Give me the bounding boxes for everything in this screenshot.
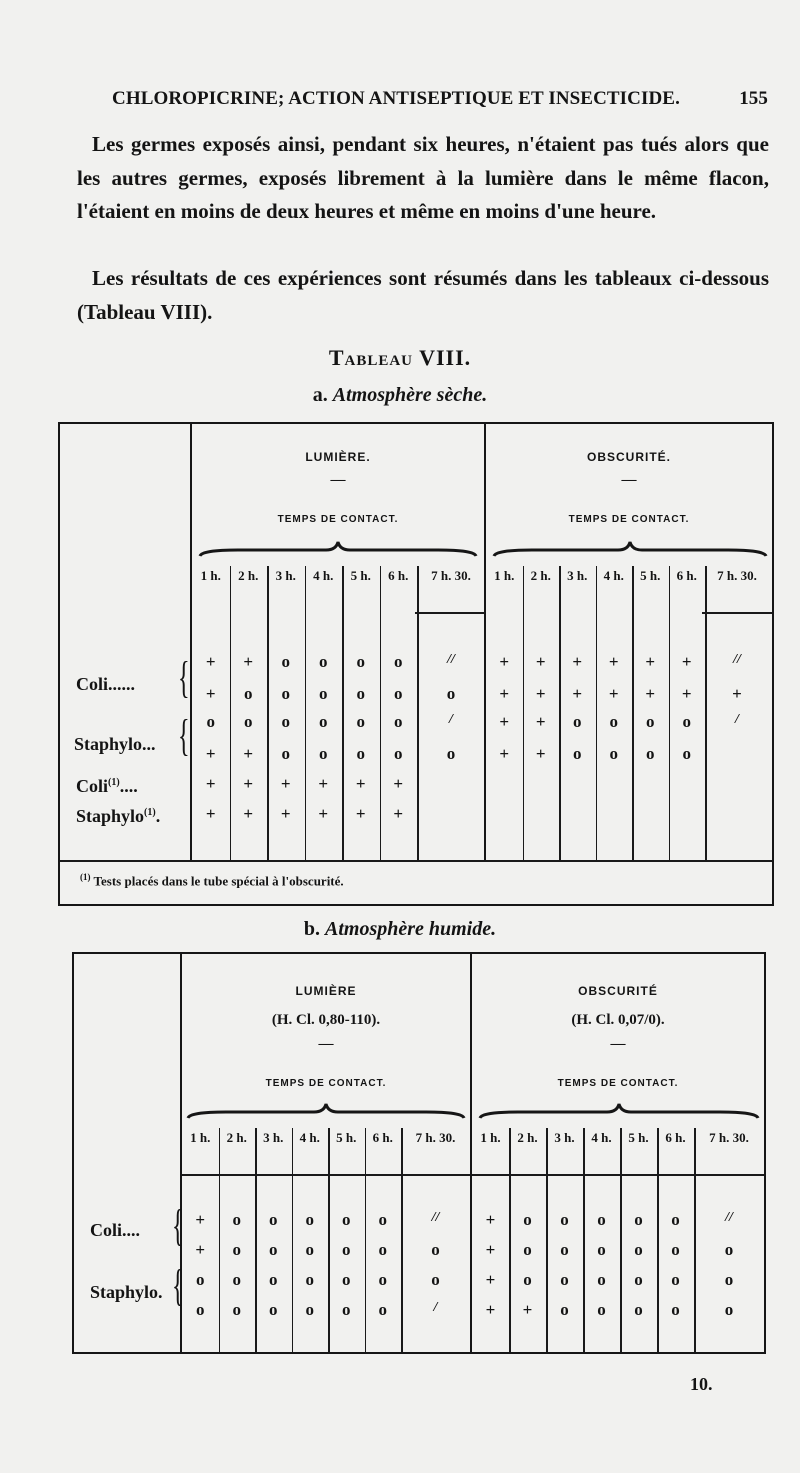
column-rule-light-1: [219, 1128, 221, 1352]
light-dash: —: [318, 1036, 334, 1052]
light-header: LUMIÈRE.: [305, 450, 371, 464]
cell-light-r3-c1: o: [196, 1270, 205, 1289]
contact-header-light: TEMPS DE CONTACT.: [277, 514, 399, 525]
hour-header-dark-1: 1 h.: [494, 568, 515, 583]
column-rule-dark-1: [523, 566, 525, 862]
hour-header-dark-6: 6 h.: [665, 1130, 686, 1145]
column-rule-dark-3: [583, 1128, 585, 1352]
coli-test-leader: ....: [119, 776, 138, 796]
row-label-coli-test: [76, 776, 138, 797]
contact-brace-dark: [492, 536, 768, 558]
section-b-heading: Atmosphère humide.: [324, 918, 497, 940]
column-rule-light-3: [305, 566, 307, 862]
cell-light-r6-c5: +: [355, 804, 366, 823]
column-rule-dark-2: [559, 566, 561, 862]
column-rule-light-3: [292, 1128, 294, 1352]
cell-light-r3-c6: o: [394, 712, 403, 731]
cell-light-r3-c4: o: [305, 1270, 314, 1289]
cell-light-r5-c4: +: [318, 774, 329, 793]
contact-brace-dark: [478, 1098, 760, 1120]
cell-light-r1-c6: o: [394, 652, 403, 671]
cell-light-r2-c1: +: [205, 684, 216, 703]
column-rule-light-2: [267, 566, 269, 862]
cell-light-r4-c1: +: [205, 744, 216, 763]
cell-light-r4-c1: o: [196, 1300, 205, 1319]
cell-light-r2-c2: o: [232, 1240, 241, 1259]
cell-dark-r3-c5: o: [646, 712, 655, 731]
hour-header-light-6: 6 h.: [372, 1130, 393, 1145]
hour-header-light-6: 6 h.: [388, 568, 409, 583]
cell-light-r3-c5: o: [356, 712, 365, 731]
hour-underline-dark: [472, 1174, 764, 1176]
column-rule-dark-4: [632, 566, 634, 862]
cell-light-r4-c6: o: [394, 744, 403, 763]
row-brace-staphylo: {: [178, 711, 190, 760]
table-dry-atmosphere: [58, 422, 774, 906]
column-rule-dark-4: [620, 1128, 622, 1352]
cell-light-r1-c1: +: [195, 1210, 206, 1229]
cell-light-r2-c5: o: [342, 1240, 351, 1259]
cell-light-r4-c4: o: [305, 1300, 314, 1319]
cell-light-r3-c7: o: [431, 1270, 440, 1289]
cell-dark-r2-c7: +: [732, 684, 742, 703]
cell-light-r2-c6: o: [394, 684, 403, 703]
cell-light-r1-c2: +: [243, 652, 254, 671]
cell-light-r3-c2: o: [232, 1270, 241, 1289]
running-head: [112, 88, 768, 110]
cell-dark-r4-c3: o: [560, 1300, 569, 1319]
cell-light-r4-c7: /: [433, 1300, 438, 1315]
light-header: LUMIÈRE: [295, 984, 357, 998]
cell-dark-r2-c4: +: [608, 684, 619, 703]
hour-header-dark-1: 1 h.: [480, 1130, 501, 1145]
cell-dark-r3-c3: o: [573, 712, 582, 731]
cell-light-r2-c6: o: [378, 1240, 387, 1259]
cell-light-r4-c2: o: [232, 1300, 241, 1319]
hour-header-light-3: 3 h.: [263, 1130, 284, 1145]
hour-header-dark-2: 2 h.: [530, 568, 551, 583]
cell-light-r3-c6: o: [378, 1270, 387, 1289]
dark-concentration: (H. Cl. 0,07/0).: [571, 1012, 665, 1028]
cell-dark-r1-c4: +: [608, 652, 619, 671]
cell-dark-r4-c6: o: [682, 744, 691, 763]
cell-dark-r4-c5: o: [634, 1300, 643, 1319]
row-brace-coli: {: [172, 1201, 184, 1250]
cell-light-r5-c5: +: [355, 774, 366, 793]
cell-dark-r2-c6: o: [671, 1240, 680, 1259]
cell-light-r1-c3: o: [269, 1210, 278, 1229]
cell-light-r4-c2: +: [243, 744, 254, 763]
cell-dark-r1-c3: o: [560, 1210, 569, 1229]
cell-dark-r3-c4: o: [597, 1270, 606, 1289]
dark-dash: —: [610, 1036, 626, 1052]
coli-test-name: Coli: [76, 776, 109, 796]
section-a-label: a.: [312, 384, 328, 406]
hour-header-light-1: 1 h.: [200, 568, 221, 583]
cell-light-r6-c4: +: [318, 804, 329, 823]
hour-header-dark-2: 2 h.: [517, 1130, 538, 1145]
cell-dark-r2-c1: +: [485, 1240, 496, 1259]
cell-dark-r2-c5: +: [645, 684, 656, 703]
contact-header-dark: TEMPS DE CONTACT.: [557, 1078, 679, 1089]
column-rule-dark-5: [657, 1128, 659, 1352]
hour-header-light-3: 3 h.: [275, 568, 296, 583]
contact-header-light: TEMPS DE CONTACT.: [265, 1078, 387, 1089]
section-b-label: b.: [303, 918, 320, 940]
cell-light-r2-c4: o: [319, 684, 328, 703]
footnote-mark: (1): [80, 872, 91, 882]
cell-light-r6-c3: +: [280, 804, 291, 823]
cell-dark-r2-c3: o: [560, 1240, 569, 1259]
staphylo-test-name: Staphylo: [76, 806, 145, 826]
body-paragraph-2: Les résultats de ces expériences sont résumés dans les tableaux ci-dessous (Tableau VIII).: [77, 266, 769, 324]
column-rule-light-4: [342, 566, 344, 862]
cell-light-r3-c3: o: [281, 712, 290, 731]
cell-dark-r3-c2: o: [523, 1270, 532, 1289]
cell-dark-r4-c2: +: [522, 1300, 533, 1319]
cell-dark-r3-c6: o: [671, 1270, 680, 1289]
light-concentration: (H. Cl. 0,80-110).: [271, 1012, 381, 1028]
cell-dark-r1-c1: +: [485, 1210, 496, 1229]
cell-dark-r1-c7: //: [733, 652, 741, 667]
column-rule-dark-2: [546, 1128, 548, 1352]
cell-dark-r3-c7: /: [735, 712, 739, 727]
contact-brace-light: [198, 536, 478, 558]
hour-header-dark-5: 5 h.: [628, 1130, 649, 1145]
row-label-staphylo-test: [76, 806, 160, 827]
body-paragraph-1: Les germes exposés ainsi, pendant six heures, n'étaient pas tués alors que les autres germes, exposés librement à la lumière dans le même flacon, l'étaient en moins de deux heures et même en moins d'une heure.: [77, 132, 769, 223]
hour-header-dark-7: 7 h. 30.: [709, 1130, 749, 1145]
cell-dark-r1-c5: o: [634, 1210, 643, 1229]
cell-dark-r4-c1: +: [485, 1300, 496, 1319]
column-rule-light-6: [417, 566, 419, 862]
cell-light-r3-c5: o: [342, 1270, 351, 1289]
dark-dash: —: [621, 472, 637, 488]
cell-light-r1-c3: o: [281, 652, 290, 671]
cell-light-r6-c2: +: [243, 804, 254, 823]
hour-header-light-7: 7 h. 30.: [415, 1130, 456, 1145]
hour-header-dark-4: 4 h.: [603, 568, 624, 583]
light-dark-divider: [484, 424, 486, 862]
cell-dark-r1-c1: +: [499, 652, 510, 671]
row-label-coli: Coli....: [90, 1220, 141, 1240]
cell-light-r2-c7: o: [446, 684, 456, 703]
cell-light-r2-c4: o: [305, 1240, 314, 1259]
footnote-mark-staphylo: (1): [144, 807, 156, 818]
cell-light-r6-c1: +: [205, 804, 216, 823]
cell-dark-r3-c4: o: [609, 712, 618, 731]
cell-light-r1-c6: o: [378, 1210, 387, 1229]
dark-header: OBSCURITÉ.: [586, 450, 671, 464]
cell-dark-r2-c2: o: [523, 1240, 532, 1259]
column-rule-dark-6: [705, 566, 707, 862]
cell-light-r3-c1: o: [206, 712, 215, 731]
cell-light-r2-c3: o: [269, 1240, 278, 1259]
cell-light-r2-c5: o: [356, 684, 365, 703]
hour-header-light-2: 2 h.: [238, 568, 259, 583]
signature-mark: 10.: [690, 1374, 713, 1394]
hour-underline-dark: [702, 612, 772, 614]
cell-light-r2-c1: +: [195, 1240, 206, 1259]
row-label-staphylo: Staphylo.: [90, 1282, 163, 1302]
cell-light-r4-c3: o: [269, 1300, 278, 1319]
page-number: 155: [739, 88, 768, 109]
row-brace-staphylo: {: [172, 1261, 184, 1310]
column-rule-light-5: [380, 566, 382, 862]
cell-light-r4-c5: o: [356, 744, 365, 763]
hour-header-dark-6: 6 h.: [676, 568, 697, 583]
hour-header-light-5: 5 h.: [350, 568, 371, 583]
cell-dark-r2-c1: +: [499, 684, 510, 703]
hour-header-light-1: 1 h.: [190, 1130, 211, 1145]
hour-header-light-4: 4 h.: [299, 1130, 320, 1145]
cell-light-r1-c7: //: [431, 1210, 440, 1225]
hour-header-dark-3: 3 h.: [567, 568, 588, 583]
cell-dark-r4-c7: o: [724, 1300, 734, 1319]
row-brace-coli: {: [178, 653, 190, 702]
cell-dark-r1-c2: +: [535, 652, 546, 671]
column-rule-light-4: [328, 1128, 330, 1352]
footnote-rule: [60, 860, 772, 862]
cell-light-r3-c7: /: [449, 712, 453, 727]
cell-light-r1-c5: o: [342, 1210, 351, 1229]
contact-brace-light: [186, 1098, 466, 1120]
contact-header-dark: TEMPS DE CONTACT.: [568, 514, 690, 525]
cell-light-r5-c2: +: [243, 774, 254, 793]
cell-dark-r4-c4: o: [597, 1300, 606, 1319]
cell-dark-r1-c6: +: [681, 652, 692, 671]
cell-dark-r2-c4: o: [597, 1240, 606, 1259]
cell-light-r3-c3: o: [269, 1270, 278, 1289]
cell-light-r3-c4: o: [319, 712, 328, 731]
cell-light-r5-c3: +: [280, 774, 291, 793]
running-title: CHLOROPICRINE; ACTION ANTISEPTIQUE ET INSECTICIDE.: [112, 88, 680, 109]
cell-dark-r1-c2: o: [523, 1210, 532, 1229]
cell-dark-r4-c4: o: [609, 744, 618, 763]
cell-dark-r3-c7: o: [724, 1270, 734, 1289]
cell-dark-r4-c3: o: [573, 744, 582, 763]
column-rule-light-6: [401, 1128, 403, 1352]
column-rule-light-1: [230, 566, 232, 862]
column-rule-dark-3: [596, 566, 598, 862]
cell-light-r6-c6: +: [393, 804, 404, 823]
cell-dark-r3-c3: o: [560, 1270, 569, 1289]
cell-dark-r3-c2: +: [535, 712, 546, 731]
column-rule-light-5: [365, 1128, 367, 1352]
section-a-heading: Atmosphère sèche.: [332, 384, 488, 406]
cell-dark-r2-c5: o: [634, 1240, 643, 1259]
hour-header-light-5: 5 h.: [336, 1130, 357, 1145]
cell-light-r1-c5: o: [356, 652, 365, 671]
hour-header-dark-7: 7 h. 30.: [717, 568, 757, 583]
cell-dark-r4-c1: +: [499, 744, 510, 763]
cell-light-r1-c4: o: [319, 652, 328, 671]
cell-dark-r4-c6: o: [671, 1300, 680, 1319]
table-humid-atmosphere: [72, 952, 766, 1354]
hour-header-dark-3: 3 h.: [554, 1130, 575, 1145]
hour-header-dark-4: 4 h.: [591, 1130, 612, 1145]
cell-light-r4-c3: o: [281, 744, 290, 763]
cell-light-r4-c4: o: [319, 744, 328, 763]
table-title: Tableau VIII.: [328, 345, 472, 370]
cell-dark-r4-c5: o: [646, 744, 655, 763]
column-rule-dark-5: [669, 566, 671, 862]
label-column-divider: [190, 424, 192, 862]
section-a-title: [0, 384, 800, 407]
hour-header-light-7: 7 h. 30.: [431, 568, 471, 583]
hour-underline-light: [415, 612, 485, 614]
cell-dark-r1-c3: +: [572, 652, 583, 671]
cell-dark-r2-c3: +: [572, 684, 583, 703]
footnote-mark-coli: (1): [108, 777, 120, 788]
cell-dark-r3-c6: o: [682, 712, 691, 731]
cell-dark-r1-c7: //: [725, 1210, 733, 1225]
light-dash: —: [330, 472, 346, 488]
column-rule-light-2: [255, 1128, 257, 1352]
cell-dark-r1-c5: +: [645, 652, 656, 671]
row-label-staphylo: Staphylo...: [74, 734, 156, 754]
footnote-text: Tests placés dans le tube spécial à l'obscurité.: [93, 873, 344, 889]
cell-light-r5-c1: +: [205, 774, 216, 793]
hour-underline-light: [182, 1174, 470, 1176]
section-b-title: [0, 918, 800, 941]
cell-light-r4-c5: o: [342, 1300, 351, 1319]
dark-header: OBSCURITÉ: [578, 984, 658, 998]
column-rule-dark-6: [694, 1128, 696, 1352]
cell-dark-r4-c2: +: [535, 744, 546, 763]
cell-light-r1-c2: o: [232, 1210, 241, 1229]
staphylo-test-leader: .: [155, 806, 161, 826]
cell-light-r1-c1: +: [205, 652, 216, 671]
cell-light-r1-c4: o: [305, 1210, 314, 1229]
cell-light-r3-c2: o: [244, 712, 253, 731]
hour-header-dark-5: 5 h.: [640, 568, 661, 583]
cell-dark-r2-c7: o: [724, 1240, 734, 1259]
cell-dark-r3-c5: o: [634, 1270, 643, 1289]
cell-light-r2-c7: o: [431, 1240, 440, 1259]
hour-header-light-4: 4 h.: [313, 568, 334, 583]
cell-light-r2-c2: o: [244, 684, 253, 703]
cell-dark-r3-c1: +: [485, 1270, 496, 1289]
table-footnote: [80, 872, 344, 889]
cell-light-r5-c6: +: [393, 774, 404, 793]
cell-dark-r1-c6: o: [671, 1210, 680, 1229]
cell-light-r1-c7: //: [447, 652, 455, 667]
cell-light-r4-c6: o: [378, 1300, 387, 1319]
cell-light-r2-c3: o: [281, 684, 290, 703]
cell-dark-r1-c4: o: [597, 1210, 606, 1229]
cell-dark-r2-c6: +: [681, 684, 692, 703]
cell-light-r4-c7: o: [446, 744, 456, 763]
cell-dark-r3-c1: +: [499, 712, 510, 731]
row-label-coli: Coli......: [76, 674, 136, 694]
hour-header-light-2: 2 h.: [226, 1130, 247, 1145]
cell-dark-r2-c2: +: [535, 684, 546, 703]
column-rule-dark-1: [509, 1128, 511, 1352]
